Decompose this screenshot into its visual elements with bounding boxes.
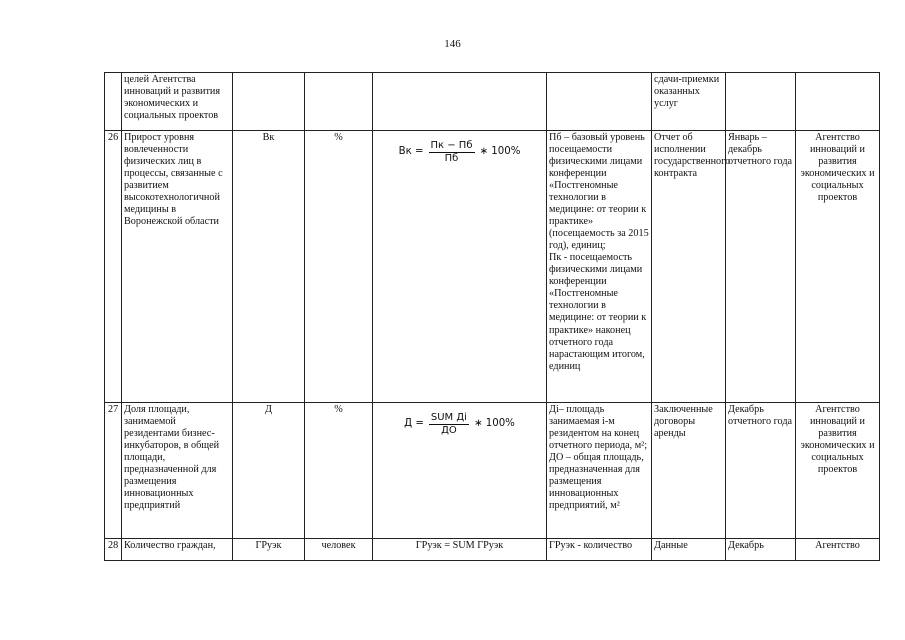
indicator-formula: ГРуэк = SUM ГРуэк: [373, 539, 547, 561]
formula-denominator: ДО: [441, 424, 457, 436]
indicator-name: Доля площади, занимаемой резидентами бизнес-инкубаторов, в общей площади, предназначенной для размещения инновационных предприятий: [122, 403, 233, 539]
formula-lhs: Д =: [404, 418, 424, 430]
responsible-body: Агентство: [796, 539, 880, 561]
data-source: Заключенные договоры аренды: [652, 403, 726, 539]
definition-part: ДО – общая площадь, предназначенная для размещения инновационных предприятий, м²: [549, 452, 644, 512]
reporting-period: [726, 73, 796, 131]
formula-rhs: ∗ 100%: [473, 418, 515, 430]
formula-fraction: [429, 140, 475, 165]
indicator-symbol: [233, 73, 305, 131]
formula-expression: [404, 412, 515, 437]
reporting-period: Декабрь: [726, 539, 796, 561]
indicator-definition: [547, 403, 652, 539]
indicator-unit: %: [305, 131, 373, 403]
indicator-unit: %: [305, 403, 373, 539]
indicator-definition: [547, 131, 652, 403]
indicators-table: [104, 72, 880, 561]
page-number: 146: [444, 38, 461, 50]
indicator-definition: ГРуэк - количество: [547, 539, 652, 561]
row-number: 26: [105, 131, 122, 403]
responsible-body: Агентство инноваций и развития экономических и социальных проектов: [796, 403, 880, 539]
table-row: [105, 73, 880, 131]
indicator-name: целей Агентства инноваций и развития экономических и социальных проектов: [122, 73, 233, 131]
formula-expression: [399, 140, 521, 165]
responsible-body: [796, 73, 880, 131]
indicator-unit: человек: [305, 539, 373, 561]
table-row: [105, 403, 880, 539]
indicator-unit: [305, 73, 373, 131]
formula-denominator: Пб: [444, 152, 459, 164]
responsible-body: Агентство инноваций и развития экономических и социальных проектов: [796, 131, 880, 403]
indicator-definition: [547, 73, 652, 131]
indicator-formula: [373, 131, 547, 403]
formula-fraction: [429, 412, 469, 437]
data-source: Данные: [652, 539, 726, 561]
indicator-name: Количество граждан,: [122, 539, 233, 561]
table-row: [105, 539, 880, 561]
formula-lhs: Вк =: [398, 146, 424, 158]
row-number: [105, 73, 122, 131]
reporting-period: Январь – декабрь отчетного года: [726, 131, 796, 403]
data-source: сдачи-приемки оказанных услуг: [652, 73, 726, 131]
definition-part: Пк - посещаемость физическими лицами конференции «Постгеномные технологии в медицине: от теории к практике» наконец отчетного года нарастающим итогом, единиц: [549, 252, 647, 372]
formula-numerator: Пк − Пб: [430, 140, 473, 151]
formula-numerator: SUM Дi: [430, 412, 467, 423]
reporting-period: Декабрь отчетного года: [726, 403, 796, 539]
formula-rhs: ∗ 100%: [479, 146, 521, 158]
definition-part: Дi– площадь занимаемая i-м резидентом на конец отчетного периода, м²;: [549, 404, 648, 452]
indicator-name: Прирост уровня вовлеченности физических лиц в процессы, связанные с развитием высокотехнологичной медицины в Воронежской области: [122, 131, 233, 403]
indicator-symbol: ГРуэк: [233, 539, 305, 561]
row-number: 27: [105, 403, 122, 539]
indicator-symbol: Д: [233, 403, 305, 539]
data-source: Отчет об исполнении государственного контракта: [652, 131, 726, 403]
definition-part: Пб – базовый уровень посещаемости физическими лицами конференции «Постгеномные технологии в медицине: от теории к практике» (посещаемость за 2015 год), единиц;: [549, 132, 649, 252]
indicator-formula: [373, 73, 547, 131]
indicator-formula: [373, 403, 547, 539]
table-row: [105, 131, 880, 403]
indicator-symbol: Вк: [233, 131, 305, 403]
row-number: 28: [105, 539, 122, 561]
